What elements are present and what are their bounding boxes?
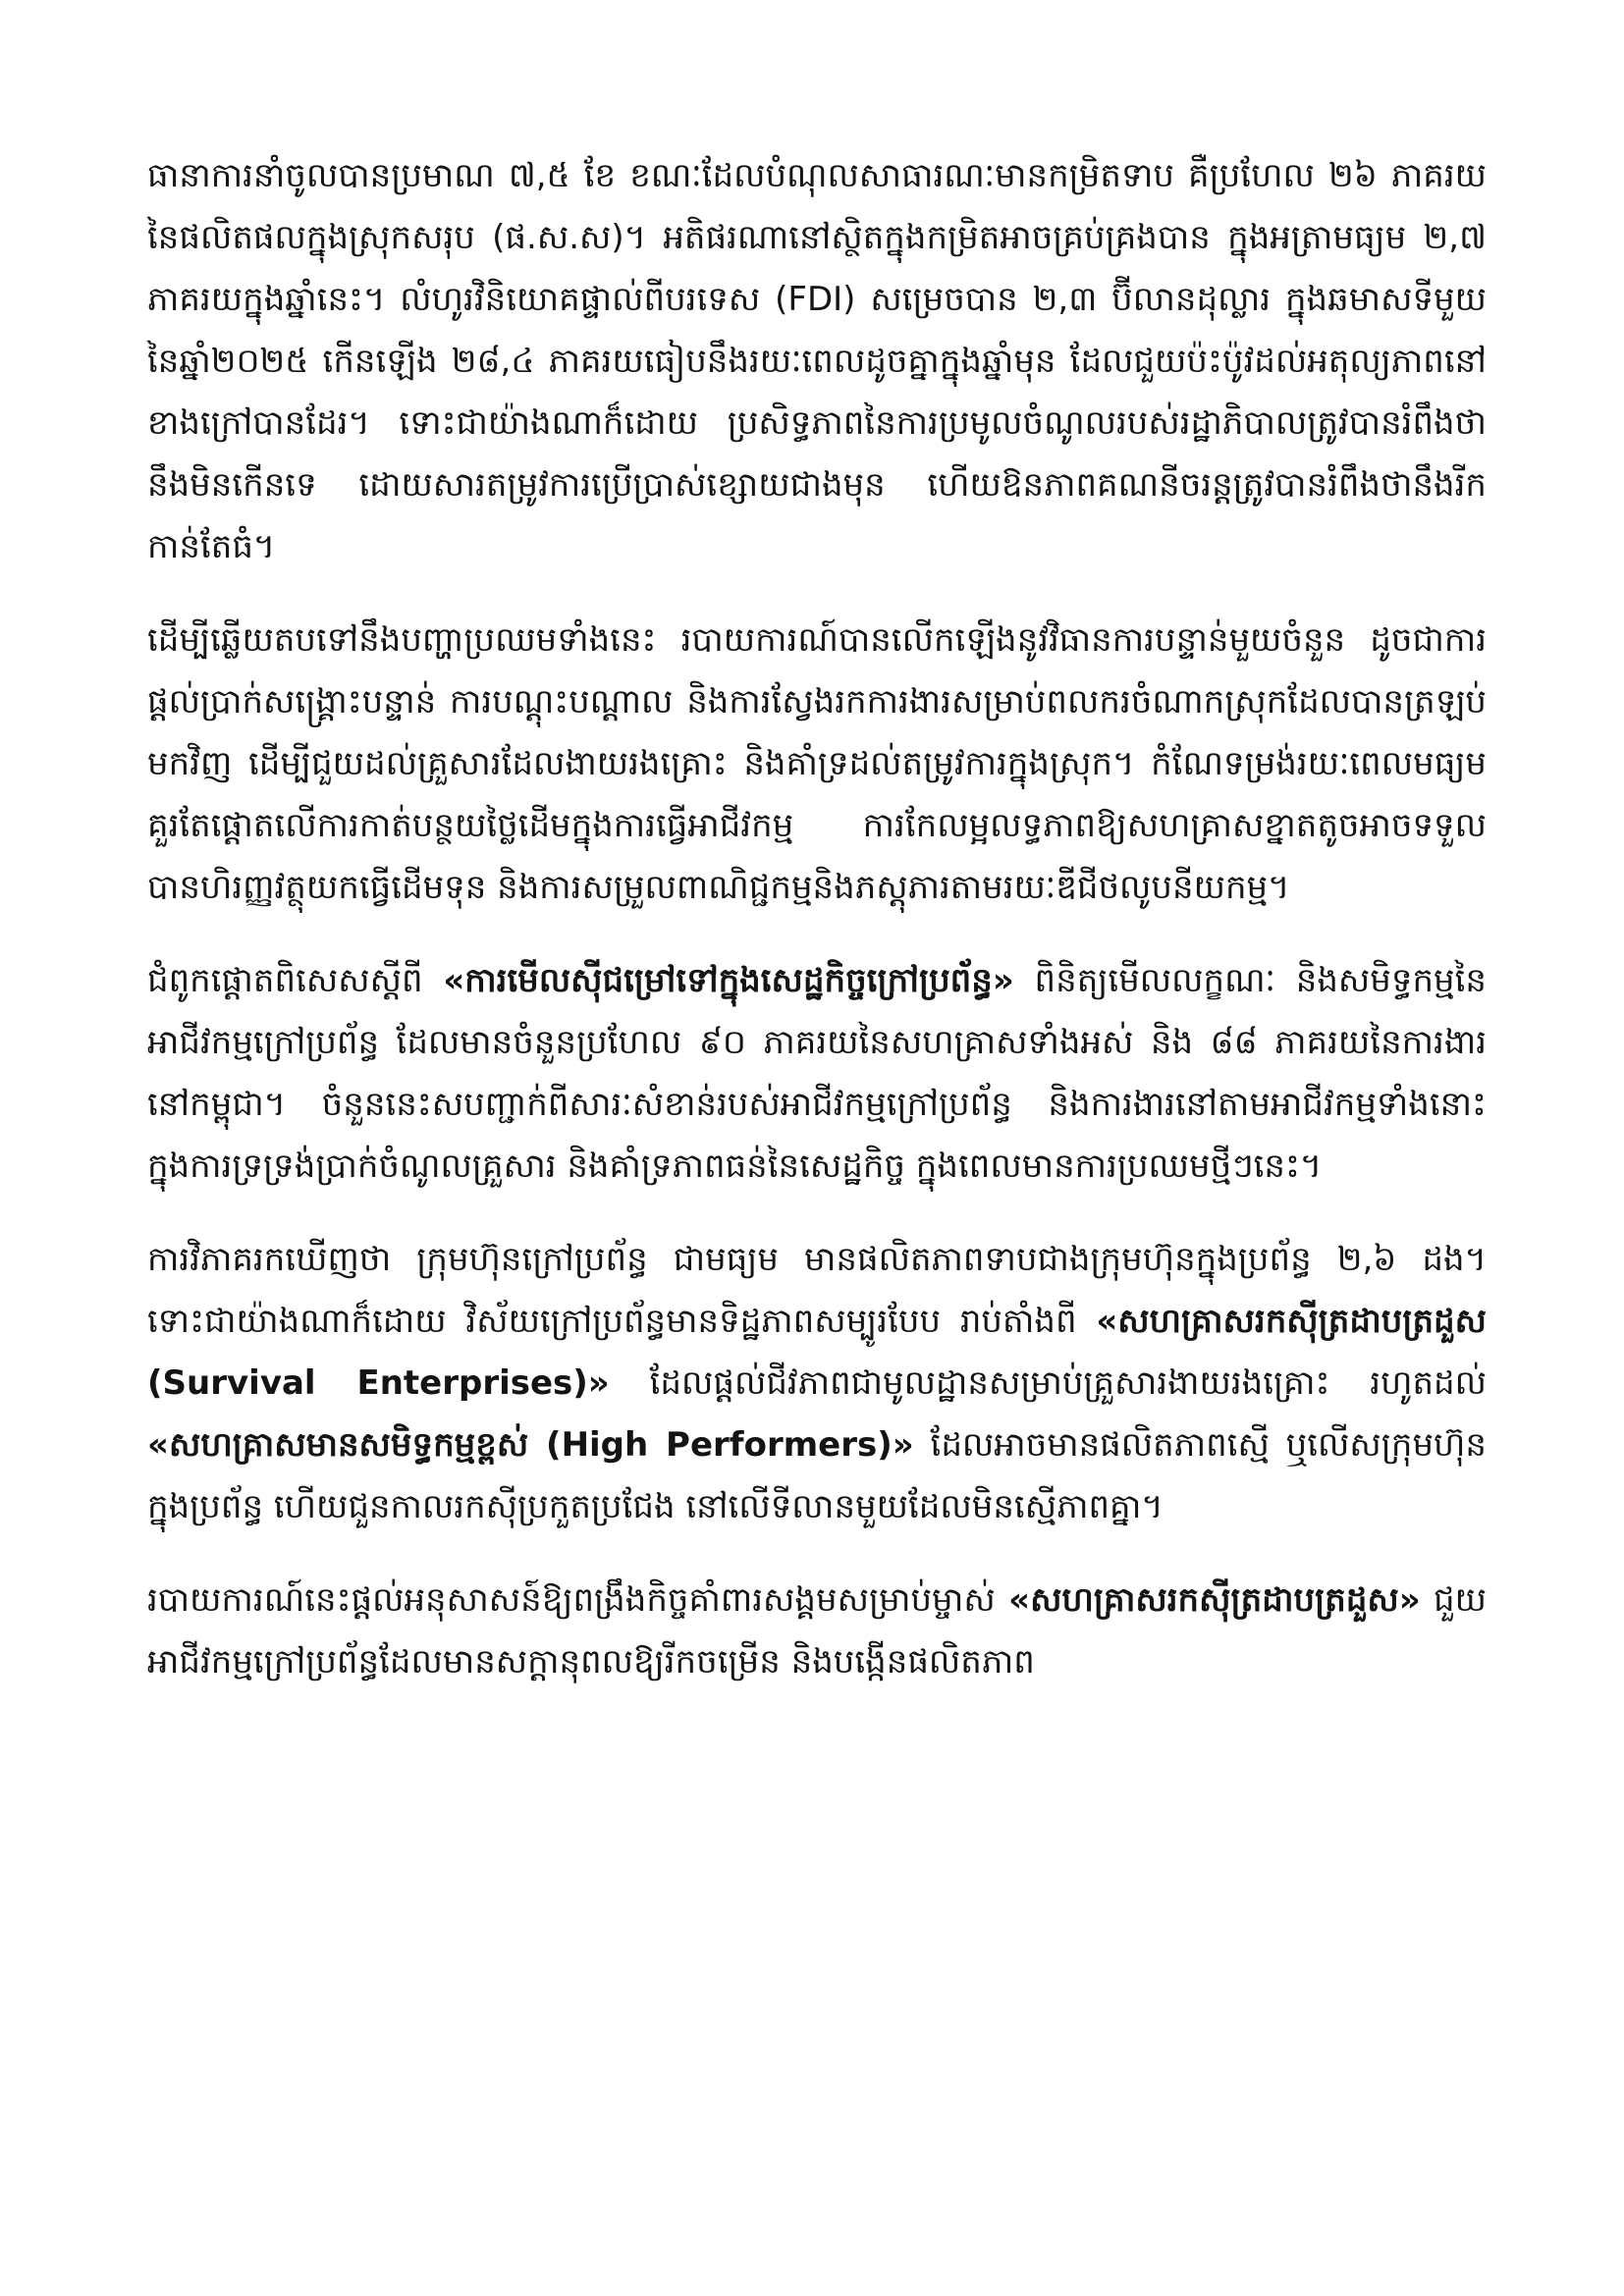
text-run: ដើម្បីឆ្លើយតបទៅនឹងបញ្ហាប្រឈមទាំងនេះ របាយការណ៍បានលើកឡើងនូវវិធានការបន្ទាន់មួយចំនួន ដូចជាការផ្តល់ប្រាក់សង្គ្រោះបន្ទាន់ ការបណ្តុះបណ្តាល និងការស្វែងរកការងារសម្រាប់ពលករចំណាកស្រុកដែលបានត្រឡប់មកវិញ ដើម្បីជួយដល់គ្រួសារដែលងាយរងគ្រោះ និងគាំទ្រដល់តម្រូវការក្នុងស្រុក។ កំណែទម្រង់រយៈពេលមធ្យម គួរតែផ្តោតលើការកាត់បន្ថយថ្លៃដើមក្នុងការធ្វើអាជីវកម្ម ការកែលម្អលទ្ធភាពឱ្យសហគ្រាសខ្នាតតូចអាចទទួលបានហិរញ្ញវត្ថុយកធ្វើដើមទុន និងការសម្រួលពាណិជ្ជកម្មនិងភស្តុភារតាមរយៈឌីជីថលូបនីយកម្ម។ — [147, 620, 1487, 907]
bold-text-run: «សហគ្រាសមានសមិទ្ធកម្មខ្ពស់ (High Performers)» — [147, 1425, 914, 1465]
paragraph — [147, 610, 1487, 919]
text-run: ដែលអាចមានផលិតភាពស្មើ ឬលើសក្រុមហ៊ុនក្នុងប្រព័ន្ធ ហើយជួនកាលរកស៊ីប្រកួតប្រជែង នៅលើទីលានមួយដែលមិនស្មើភាពគ្នា។ — [147, 1425, 1488, 1526]
paragraph — [147, 1229, 1487, 1538]
text-run: ដែលផ្តល់ជីវភាពជាមូលដ្ឋានសម្រាប់គ្រួសារងាយរងគ្រោះ រហូតដល់ — [609, 1363, 1487, 1403]
paragraph — [147, 145, 1487, 578]
bold-text-run: «សហគ្រាសរកស៊ីត្រដាបត្រដួស (Survival Enterprises)» — [147, 1302, 1487, 1403]
paragraph — [147, 1570, 1487, 1693]
text-run: របាយការណ៍នេះផ្តល់អនុសាសន៍ឱ្យពង្រឹងកិច្ចគាំពារសង្គមសម្រាប់ម្ចាស់ — [147, 1580, 1009, 1620]
text-run: ធានាការនាំចូលបានប្រមាណ ៧,៥ ខែ ខណៈដែលបំណុលសាធារណៈមានកម្រិតទាប គឺប្រហែល ២៦ ភាគរយនៃផលិតផលក្នុងស្រុកសរុប (ផ.ស.ស)។ អតិផរណានៅស្ថិតក្នុងកម្រិតអាចគ្រប់គ្រងបាន ក្នុងអត្រាមធ្យម ២,៧ ភាគរយក្នុងឆ្នាំនេះ។ លំហូរវិនិយោគផ្ទាល់ពីបរទេស (FDI) សម្រេចបាន ២,៣ ប៊ីលានដុល្លារ ក្នុងឆមាសទីមួយនៃឆ្នាំ២០២៥ កើនឡើង ២៨,៤ ភាគរយធៀបនឹងរយៈពេលដូចគ្នាក្នុងឆ្នាំមុន ដែលជួយប៉ះប៉ូវដល់អតុល្យភាពនៅខាងក្រៅបានដែរ។ ទោះជាយ៉ាងណាក៏ដោយ ប្រសិទ្ធភាពនៃការប្រមូលចំណូលរបស់រដ្ឋាភិបាលត្រូវបានរំពឹងថានឹងមិនកើនទេ ដោយសារតម្រូវការប្រើប្រាស់ខ្សោយជាងមុន ហើយឱនភាពគណនីចរន្តត្រូវបានរំពឹងថានឹងរីកកាន់តែធំ។ — [147, 156, 1487, 566]
text-run: ពិនិត្យមើលលក្ខណៈ និងសមិទ្ធកម្មនៃអាជីវកម្មក្រៅប្រព័ន្ធ ដែលមានចំនួនប្រហែល ៩០ ភាគរយនៃសហគ្រាសទាំងអស់ និង ៨៨ ភាគរយនៃការងារនៅកម្ពុជា។ ចំនួននេះសបញ្ជាក់ពីសារៈសំខាន់របស់អាជីវកម្មក្រៅប្រព័ន្ធ និងការងារនៅតាមអាជីវកម្មទាំងនោះ ក្នុងការទ្រទ្រង់ប្រាក់ចំណូលគ្រួសារ និងគាំទ្រភាពធន់នៃសេដ្ឋកិច្ច ក្នុងពេលមានការប្រឈមថ្មីៗនេះ។ — [147, 961, 1487, 1186]
document-body — [147, 145, 1487, 1725]
text-run: ជំពូកផ្តោតពិសេសស្តីពី — [147, 961, 444, 1000]
bold-text-run: «សហគ្រាសរកស៊ីត្រដាបត្រដួស» — [1008, 1580, 1421, 1620]
paragraph — [147, 950, 1487, 1198]
text-run: ការវិភាគរកឃើញថា ក្រុមហ៊ុនក្រៅប្រព័ន្ធ ជាមធ្យម មានផលិតភាពទាបជាងក្រុមហ៊ុនក្នុងប្រព័ន្ធ ២,៦ ដង។ ទោះជាយ៉ាងណាក៏ដោយ វិស័យក្រៅប្រព័ន្ធមានទិដ្ឋភាពសម្បូរបែប រាប់តាំងពី — [147, 1240, 1487, 1341]
bold-text-run: «ការមើលស៊ីជម្រៅទៅក្នុងសេដ្ឋកិច្ចក្រៅប្រព័ន្ធ» — [443, 961, 1014, 1000]
text-run: ជួយអាជីវកម្មក្រៅប្រព័ន្ធដែលមានសក្តានុពលឱ្យរីកចម្រើន និងបង្កើនផលិតភាព — [147, 1580, 1488, 1682]
